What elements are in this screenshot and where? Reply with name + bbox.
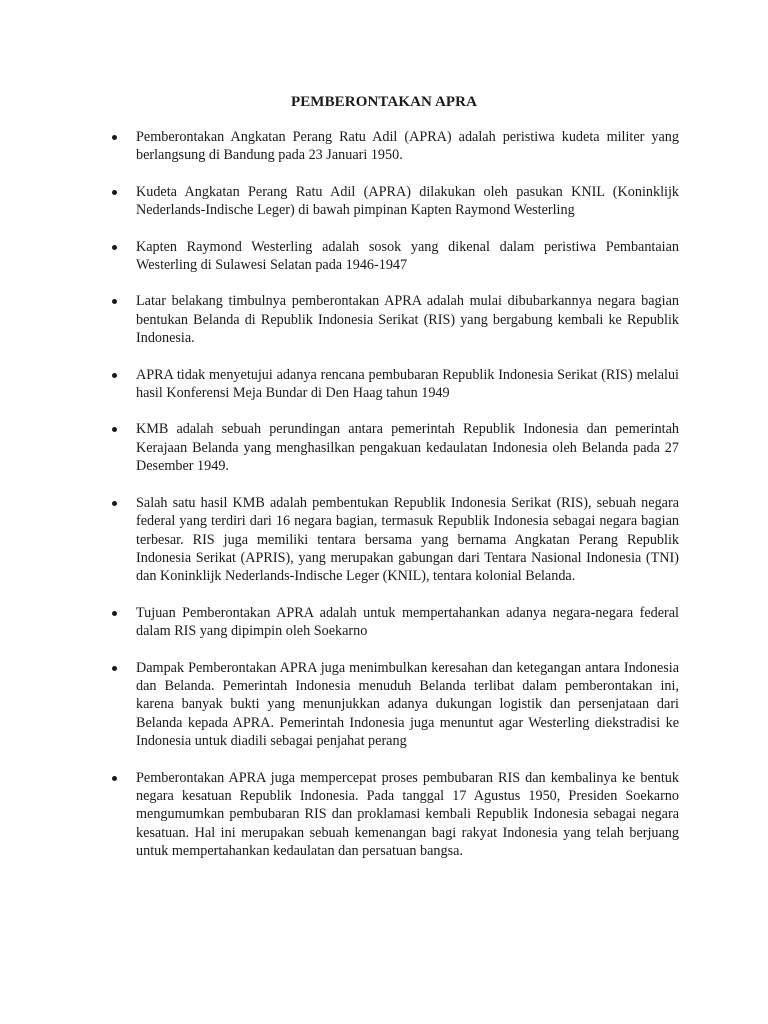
list-item-text: Tujuan Pemberontakan APRA adalah untuk mempertahankan adanya negara-negara federal dalam RIS yang dipimpin oleh Soekarno [136,604,679,640]
list-item-text: KMB adalah sebuah perundingan antara pemerintah Republik Indonesia dan pemerintah Kerajaan Belanda yang menghasilkan pengakuan kedaulatan Indonesia oleh Belanda pada 27 Desember 1949. [136,421,679,475]
list-item [0,494,679,586]
bullet-icon [112,299,117,304]
bullet-icon [112,427,117,432]
list-item-text: Latar belakang timbulnya pemberontakan APRA adalah mulai dibubarkannya negara bagian bentukan Belanda di Republik Indonesia Serikat (RIS) yang bergabung kembali ke Republik Indonesia. [136,293,679,347]
bullet-list [0,128,768,879]
bullet-icon [112,666,117,671]
list-item [0,420,679,475]
list-item [0,183,679,220]
list-item [0,128,679,165]
bullet-icon [112,135,117,140]
list-item [0,659,679,751]
list-item-text: APRA tidak menyetujui adanya rencana pembubaran Republik Indonesia Serikat (RIS) melalui hasil Konferensi Meja Bundar di Den Haag tahun 1949 [136,366,679,402]
bullet-icon [112,501,117,506]
bullet-icon [112,373,117,378]
bullet-icon [112,190,117,195]
list-item [0,769,679,861]
list-item [0,604,679,641]
list-item-text: Pemberontakan Angkatan Perang Ratu Adil (APRA) adalah peristiwa kudeta militer yang berlangsung di Bandung pada 23 Januari 1950. [136,129,679,164]
list-item-text: Pemberontakan APRA juga mempercepat proses pembubaran RIS dan kembalinya ke bentuk negara kesatuan Republik Indonesia. Pada tanggal 17 Agustus 1950, Presiden Soekarno mengumumkan pembubaran RIS dan proklamasi kembali Republik Indonesia sebagai negara kesatuan. Hal ini merupakan sebuah kemenangan bagi rakyat Indonesia yang telah berjuang untuk mempertahankan kedaulatan dan persatuan bangsa. [136,769,679,860]
list-item-text: Kapten Raymond Westerling adalah sosok yang dikenal dalam peristiwa Pembantaian Westerling di Sulawesi Selatan pada 1946-1947 [136,238,679,274]
list-item-text: Salah satu hasil KMB adalah pembentukan Republik Indonesia Serikat (RIS), sebuah negara federal yang terdiri dari 16 negara bagian, termasuk Republik Indonesia sebagai negara bagian terbesar. RIS juga memiliki tentara bersama yang bernama Angkatan Perang Republik Indonesia Serikat (APRIS), yang merupakan gabungan dari Tentara Nasional Indonesia (TNI) dan Koninklijk Nederlands-Indische Leger (KNIL), tentara kolonial Belanda. [136,494,679,585]
bullet-icon [112,776,117,781]
list-item [0,292,679,347]
bullet-icon [112,245,117,250]
document-title: PEMBERONTAKAN APRA [290,94,478,110]
list-item [0,366,679,403]
list-item-text: Dampak Pemberontakan APRA juga menimbulkan keresahan dan ketegangan antara Indonesia dan Belanda. Pemerintah Indonesia menuduh Belanda terlibat dalam pemberontakan ini, karena banyak bukti yang menunjukkan adanya dukungan logistik dan persenjataan dari Belanda kepada APRA. Pemerintah Indonesia juga menuntut agar Westerling diekstradisi ke Indonesia untuk diadili sebagai penjahat perang [136,659,679,750]
list-item-text: Kudeta Angkatan Perang Ratu Adil (APRA) dilakukan oleh pasukan KNIL (Koninklijk Nederlands-Indische Leger) di bawah pimpinan Kapten Raymond Westerling [136,183,679,219]
list-item [0,238,679,275]
bullet-icon [112,611,117,616]
